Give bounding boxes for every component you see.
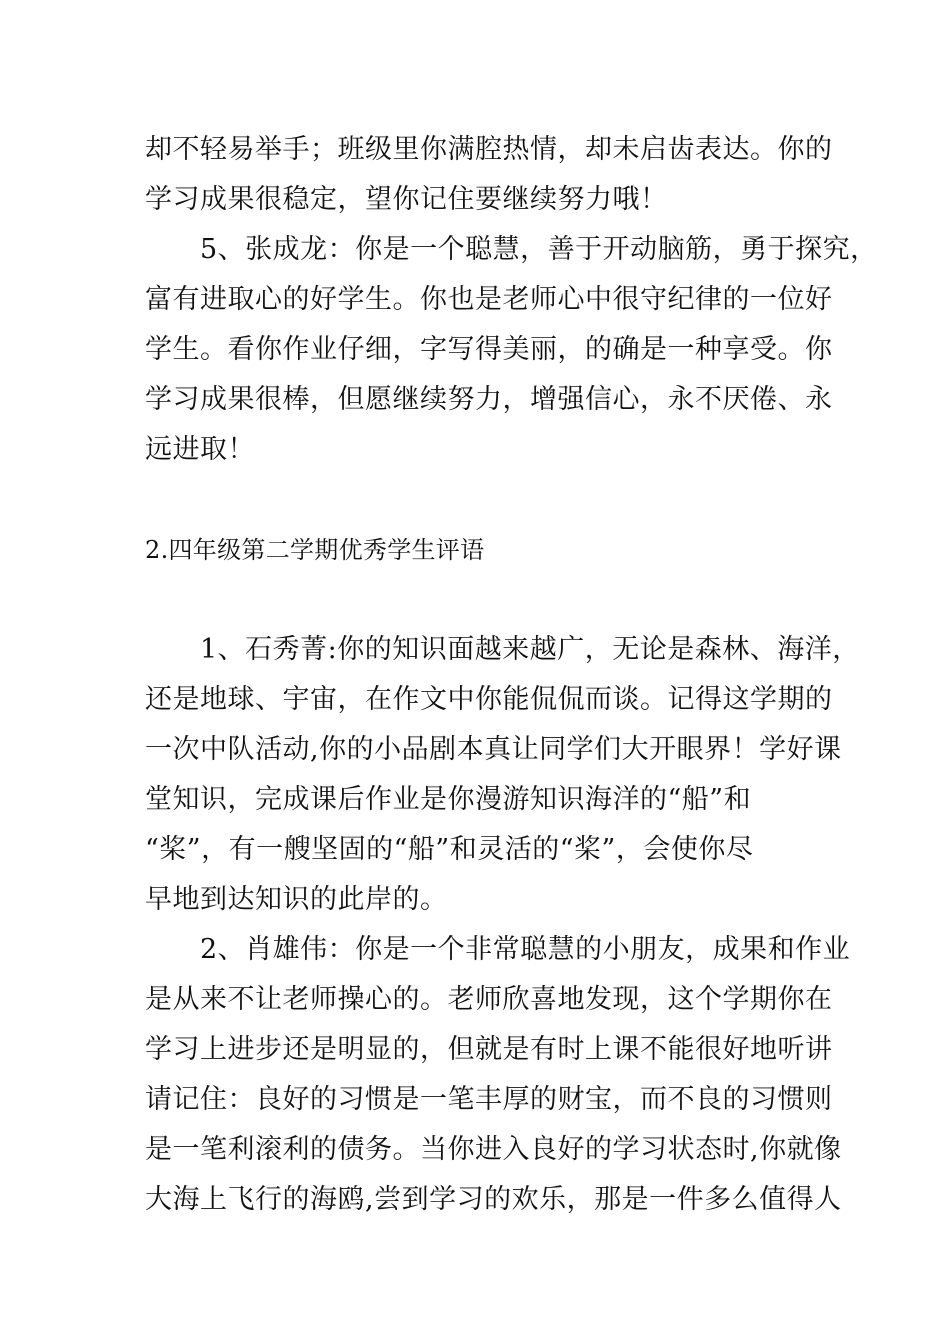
paragraph-line: 一次中队活动,你的小品剧本真让同学们大开眼界！学好课 [145,734,842,765]
paragraph-line: 学习成果很棒，但愿继续努力，增强信心，永不厌倦、永 [145,384,833,415]
paragraph-line: 学生。看你作业仔细，字写得美丽，的确是一种享受。你 [145,334,833,365]
paragraph-line: 还是地球、宇宙，在作文中你能侃侃而谈。记得这学期的 [145,684,833,715]
paragraph-line: 堂知识，完成课后作业是你漫游知识海洋的“船”和 [145,784,752,815]
paragraph-line: 远进取！ [145,434,255,465]
paragraph-line: 请记住：良好的习惯是一笔丰厚的财宝，而不良的习惯则 [145,1084,833,1115]
paragraph-line: 学习上进步还是明显的，但就是有时上课不能很好地听讲 [145,1034,833,1065]
paragraph-line: 早地到达知识的此岸的。 [145,884,448,915]
paragraph-line: 是一笔利滚利的债务。当你进入良好的学习状态时,你就像 [145,1134,842,1165]
paragraph-line: “桨”，有一艘坚固的“船”和灵活的“桨”，会使你尽 [145,834,754,865]
paragraph-line: 2、肖雄伟：你是一个非常聪慧的小朋友，成果和作业 [145,934,851,965]
paragraph-line: 是从来不让老师操心的。老师欣喜地发现，这个学期你在 [145,984,833,1015]
paragraph-line: 大海上飞行的海鸥,尝到学习的欢乐，那是一件多么值得人 [145,1184,842,1215]
paragraph-line: 1、石秀菁:你的知识面越来越广，无论是森林、海洋， [145,634,860,665]
paragraph-line: 却不轻易举手；班级里你满腔热情，却未启齿表达。你的 [145,134,833,165]
paragraph-line: 5、张成龙：你是一个聪慧，善于开动脑筋，勇于探究， [145,234,878,265]
paragraph-line: 学习成果很稳定，望你记住要继续努力哦！ [145,184,668,215]
section-heading: 2.四年级第二学期优秀学生评语 [145,536,485,564]
paragraph-line: 富有进取心的好学生。你也是老师心中很守纪律的一位好 [145,284,833,315]
